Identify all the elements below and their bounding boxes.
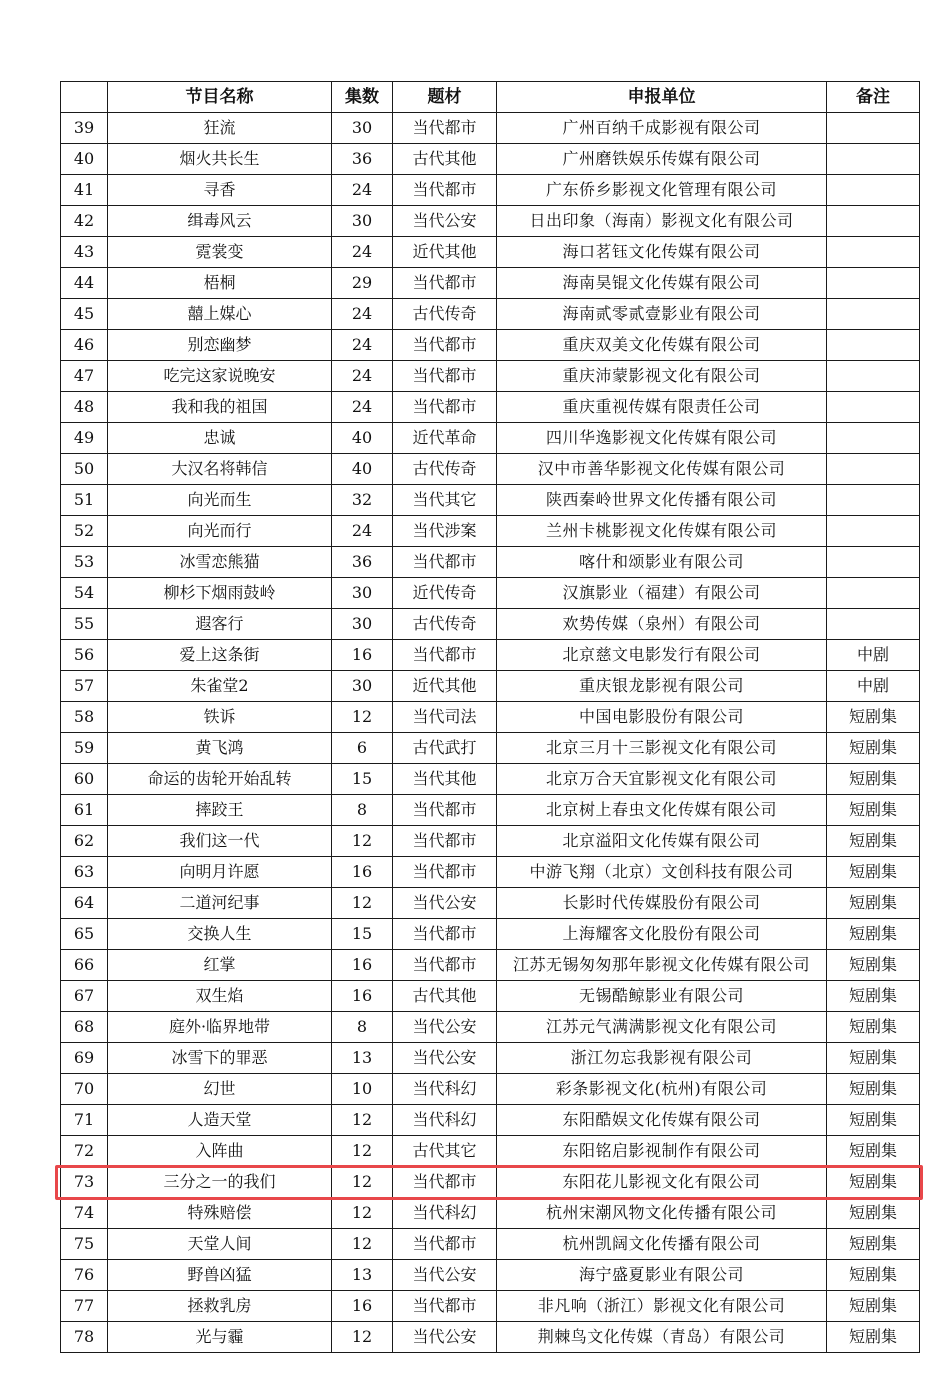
cell-episodes: 15 xyxy=(332,919,393,950)
cell-no: 60 xyxy=(61,764,108,795)
cell-program-name: 红掌 xyxy=(108,950,332,981)
cell-no: 59 xyxy=(61,733,108,764)
cell-program-name: 别恋幽梦 xyxy=(108,330,332,361)
cell-applicant-unit: 兰州卡桃影视文化传媒有限公司 xyxy=(497,516,827,547)
table-row xyxy=(61,361,920,392)
cell-note: 短剧集 xyxy=(827,1043,920,1074)
cell-episodes: 24 xyxy=(332,175,393,206)
cell-applicant-unit: 海南昊锟文化传媒有限公司 xyxy=(497,268,827,299)
table-row xyxy=(61,1322,920,1353)
cell-no: 75 xyxy=(61,1229,108,1260)
cell-applicant-unit: 广东侨乡影视文化管理有限公司 xyxy=(497,175,827,206)
table-row xyxy=(61,1291,920,1322)
cell-episodes: 12 xyxy=(332,1322,393,1353)
table-row xyxy=(61,175,920,206)
cell-program-name: 黄飞鸿 xyxy=(108,733,332,764)
header-note: 备注 xyxy=(827,82,920,113)
cell-program-name: 铁诉 xyxy=(108,702,332,733)
table-row xyxy=(61,981,920,1012)
cell-genre: 古代传奇 xyxy=(393,299,497,330)
table-row xyxy=(61,578,920,609)
cell-genre: 当代都市 xyxy=(393,640,497,671)
cell-episodes: 29 xyxy=(332,268,393,299)
cell-no: 66 xyxy=(61,950,108,981)
cell-program-name: 拯救乳房 xyxy=(108,1291,332,1322)
cell-program-name: 向明月许愿 xyxy=(108,857,332,888)
cell-program-name: 忠诚 xyxy=(108,423,332,454)
cell-program-name: 入阵曲 xyxy=(108,1136,332,1167)
cell-note: 短剧集 xyxy=(827,764,920,795)
table-row xyxy=(61,764,920,795)
cell-applicant-unit: 上海耀客文化股份有限公司 xyxy=(497,919,827,950)
cell-no: 73 xyxy=(61,1167,108,1198)
cell-genre: 当代都市 xyxy=(393,919,497,950)
table-row xyxy=(61,206,920,237)
cell-genre: 当代都市 xyxy=(393,826,497,857)
cell-episodes: 30 xyxy=(332,609,393,640)
cell-genre: 当代公安 xyxy=(393,1260,497,1291)
cell-episodes: 8 xyxy=(332,795,393,826)
cell-applicant-unit: 非凡响（浙江）影视文化有限公司 xyxy=(497,1291,827,1322)
cell-note xyxy=(827,392,920,423)
cell-genre: 当代其它 xyxy=(393,485,497,516)
cell-episodes: 16 xyxy=(332,857,393,888)
cell-program-name: 向光而生 xyxy=(108,485,332,516)
cell-episodes: 16 xyxy=(332,640,393,671)
cell-no: 49 xyxy=(61,423,108,454)
cell-genre: 当代都市 xyxy=(393,330,497,361)
cell-note xyxy=(827,237,920,268)
cell-note: 短剧集 xyxy=(827,950,920,981)
cell-applicant-unit: 江苏元气满满影视文化有限公司 xyxy=(497,1012,827,1043)
cell-program-name: 狂流 xyxy=(108,113,332,144)
table-row xyxy=(61,1012,920,1043)
cell-no: 68 xyxy=(61,1012,108,1043)
table-row xyxy=(61,702,920,733)
cell-episodes: 24 xyxy=(332,516,393,547)
cell-program-name: 朱雀堂2 xyxy=(108,671,332,702)
cell-applicant-unit: 欢势传媒（泉州）有限公司 xyxy=(497,609,827,640)
cell-program-name: 人造天堂 xyxy=(108,1105,332,1136)
cell-genre: 古代其他 xyxy=(393,981,497,1012)
cell-genre: 近代其他 xyxy=(393,671,497,702)
cell-no: 53 xyxy=(61,547,108,578)
cell-note: 短剧集 xyxy=(827,795,920,826)
table-row xyxy=(61,268,920,299)
cell-program-name: 爱上这条街 xyxy=(108,640,332,671)
cell-program-name: 遐客行 xyxy=(108,609,332,640)
cell-episodes: 24 xyxy=(332,299,393,330)
cell-genre: 当代都市 xyxy=(393,547,497,578)
table-row xyxy=(61,671,920,702)
cell-note xyxy=(827,206,920,237)
cell-episodes: 8 xyxy=(332,1012,393,1043)
cell-no: 40 xyxy=(61,144,108,175)
cell-applicant-unit: 荆棘鸟文化传媒（青岛）有限公司 xyxy=(497,1322,827,1353)
cell-note: 短剧集 xyxy=(827,1260,920,1291)
cell-note xyxy=(827,547,920,578)
table-row xyxy=(61,888,920,919)
cell-no: 77 xyxy=(61,1291,108,1322)
cell-note: 中剧 xyxy=(827,671,920,702)
cell-no: 51 xyxy=(61,485,108,516)
cell-episodes: 12 xyxy=(332,888,393,919)
cell-applicant-unit: 北京万合天宜影视文化有限公司 xyxy=(497,764,827,795)
cell-episodes: 30 xyxy=(332,578,393,609)
cell-genre: 当代公安 xyxy=(393,888,497,919)
cell-program-name: 我和我的祖国 xyxy=(108,392,332,423)
cell-no: 71 xyxy=(61,1105,108,1136)
cell-no: 65 xyxy=(61,919,108,950)
cell-genre: 当代都市 xyxy=(393,1167,497,1198)
cell-note xyxy=(827,330,920,361)
header-program-name: 节目名称 xyxy=(108,82,332,113)
cell-episodes: 15 xyxy=(332,764,393,795)
cell-program-name: 吃完这家说晚安 xyxy=(108,361,332,392)
cell-no: 48 xyxy=(61,392,108,423)
table-row xyxy=(61,826,920,857)
cell-no: 69 xyxy=(61,1043,108,1074)
header-row xyxy=(61,82,920,113)
cell-genre: 近代其他 xyxy=(393,237,497,268)
cell-applicant-unit: 彩条影视文化(杭州)有限公司 xyxy=(497,1074,827,1105)
cell-episodes: 12 xyxy=(332,702,393,733)
cell-program-name: 摔跤王 xyxy=(108,795,332,826)
cell-no: 56 xyxy=(61,640,108,671)
table-row xyxy=(61,144,920,175)
cell-no: 47 xyxy=(61,361,108,392)
table-row xyxy=(61,950,920,981)
cell-note xyxy=(827,485,920,516)
cell-no: 42 xyxy=(61,206,108,237)
cell-no: 39 xyxy=(61,113,108,144)
header-episodes: 集数 xyxy=(332,82,393,113)
cell-note xyxy=(827,113,920,144)
cell-no: 55 xyxy=(61,609,108,640)
cell-note xyxy=(827,361,920,392)
cell-episodes: 40 xyxy=(332,423,393,454)
cell-note: 短剧集 xyxy=(827,1322,920,1353)
cell-applicant-unit: 陕西秦岭世界文化传播有限公司 xyxy=(497,485,827,516)
cell-program-name: 三分之一的我们 xyxy=(108,1167,332,1198)
header-genre: 题材 xyxy=(393,82,497,113)
cell-applicant-unit: 重庆银龙影视有限公司 xyxy=(497,671,827,702)
cell-applicant-unit: 浙江勿忘我影视有限公司 xyxy=(497,1043,827,1074)
cell-episodes: 16 xyxy=(332,950,393,981)
cell-episodes: 36 xyxy=(332,547,393,578)
cell-episodes: 24 xyxy=(332,330,393,361)
cell-no: 57 xyxy=(61,671,108,702)
cell-note xyxy=(827,454,920,485)
cell-no: 70 xyxy=(61,1074,108,1105)
cell-genre: 近代革命 xyxy=(393,423,497,454)
cell-applicant-unit: 汉中市善华影视文化传媒有限公司 xyxy=(497,454,827,485)
cell-no: 46 xyxy=(61,330,108,361)
cell-note: 短剧集 xyxy=(827,981,920,1012)
cell-episodes: 30 xyxy=(332,113,393,144)
cell-note: 短剧集 xyxy=(827,1229,920,1260)
cell-no: 64 xyxy=(61,888,108,919)
cell-program-name: 缉毒风云 xyxy=(108,206,332,237)
cell-note: 短剧集 xyxy=(827,857,920,888)
cell-program-name: 向光而行 xyxy=(108,516,332,547)
cell-applicant-unit: 北京三月十三影视文化有限公司 xyxy=(497,733,827,764)
cell-applicant-unit: 中游飞翔（北京）文创科技有限公司 xyxy=(497,857,827,888)
table-row xyxy=(61,237,920,268)
table-row xyxy=(61,299,920,330)
cell-episodes: 13 xyxy=(332,1043,393,1074)
cell-episodes: 13 xyxy=(332,1260,393,1291)
cell-program-name: 我们这一代 xyxy=(108,826,332,857)
cell-applicant-unit: 杭州凯阔文化传播有限公司 xyxy=(497,1229,827,1260)
cell-genre: 当代科幻 xyxy=(393,1074,497,1105)
cell-no: 41 xyxy=(61,175,108,206)
cell-no: 45 xyxy=(61,299,108,330)
table-row xyxy=(61,454,920,485)
cell-applicant-unit: 海南贰零贰壹影业有限公司 xyxy=(497,299,827,330)
cell-no: 58 xyxy=(61,702,108,733)
cell-genre: 当代公安 xyxy=(393,1012,497,1043)
cell-program-name: 幻世 xyxy=(108,1074,332,1105)
cell-note xyxy=(827,268,920,299)
cell-note: 短剧集 xyxy=(827,888,920,919)
cell-note: 短剧集 xyxy=(827,1167,920,1198)
cell-episodes: 30 xyxy=(332,671,393,702)
cell-note: 短剧集 xyxy=(827,1012,920,1043)
cell-no: 61 xyxy=(61,795,108,826)
cell-genre: 古代其它 xyxy=(393,1136,497,1167)
cell-program-name: 二道河纪事 xyxy=(108,888,332,919)
table-row xyxy=(61,1167,920,1198)
table-row xyxy=(61,640,920,671)
cell-no: 67 xyxy=(61,981,108,1012)
cell-applicant-unit: 东阳铭启影视制作有限公司 xyxy=(497,1136,827,1167)
cell-applicant-unit: 重庆重视传媒有限责任公司 xyxy=(497,392,827,423)
table-row xyxy=(61,1198,920,1229)
cell-genre: 近代传奇 xyxy=(393,578,497,609)
table-row xyxy=(61,423,920,454)
cell-genre: 当代都市 xyxy=(393,113,497,144)
cell-no: 43 xyxy=(61,237,108,268)
cell-episodes: 32 xyxy=(332,485,393,516)
cell-applicant-unit: 广州磨铁娱乐传媒有限公司 xyxy=(497,144,827,175)
cell-applicant-unit: 重庆双美文化传媒有限公司 xyxy=(497,330,827,361)
table-row xyxy=(61,330,920,361)
cell-genre: 当代都市 xyxy=(393,1229,497,1260)
cell-applicant-unit: 中国电影股份有限公司 xyxy=(497,702,827,733)
cell-applicant-unit: 海宁盛夏影业有限公司 xyxy=(497,1260,827,1291)
cell-note xyxy=(827,516,920,547)
cell-note xyxy=(827,144,920,175)
cell-applicant-unit: 四川华逸影视文化传媒有限公司 xyxy=(497,423,827,454)
cell-note: 短剧集 xyxy=(827,702,920,733)
cell-genre: 当代都市 xyxy=(393,795,497,826)
cell-note: 中剧 xyxy=(827,640,920,671)
cell-episodes: 10 xyxy=(332,1074,393,1105)
table-row xyxy=(61,919,920,950)
cell-genre: 古代其他 xyxy=(393,144,497,175)
header-applicant-unit: 申报单位 xyxy=(497,82,827,113)
cell-genre: 当代其他 xyxy=(393,764,497,795)
cell-genre: 当代科幻 xyxy=(393,1198,497,1229)
cell-applicant-unit: 日出印象（海南）影视文化有限公司 xyxy=(497,206,827,237)
cell-program-name: 交换人生 xyxy=(108,919,332,950)
cell-episodes: 30 xyxy=(332,206,393,237)
cell-applicant-unit: 海口茗钰文化传媒有限公司 xyxy=(497,237,827,268)
cell-applicant-unit: 东阳花儿影视文化有限公司 xyxy=(497,1167,827,1198)
cell-applicant-unit: 无锡酷鲸影业有限公司 xyxy=(497,981,827,1012)
cell-applicant-unit: 东阳酷娱文化传媒有限公司 xyxy=(497,1105,827,1136)
cell-applicant-unit: 北京树上春虫文化传媒有限公司 xyxy=(497,795,827,826)
cell-no: 63 xyxy=(61,857,108,888)
cell-genre: 当代都市 xyxy=(393,950,497,981)
cell-applicant-unit: 北京慈文电影发行有限公司 xyxy=(497,640,827,671)
table-row xyxy=(61,795,920,826)
cell-program-name: 庭外·临界地带 xyxy=(108,1012,332,1043)
cell-genre: 当代都市 xyxy=(393,392,497,423)
cell-note xyxy=(827,609,920,640)
cell-genre: 当代科幻 xyxy=(393,1105,497,1136)
cell-episodes: 12 xyxy=(332,826,393,857)
cell-program-name: 柳杉下烟雨鼓岭 xyxy=(108,578,332,609)
cell-genre: 当代都市 xyxy=(393,857,497,888)
table-row xyxy=(61,1260,920,1291)
cell-applicant-unit: 广州百纳千成影视有限公司 xyxy=(497,113,827,144)
table-row xyxy=(61,1105,920,1136)
cell-note: 短剧集 xyxy=(827,919,920,950)
cell-applicant-unit: 长影时代传媒股份有限公司 xyxy=(497,888,827,919)
cell-program-name: 冰雪恋熊猫 xyxy=(108,547,332,578)
cell-no: 50 xyxy=(61,454,108,485)
table-row xyxy=(61,485,920,516)
table-row xyxy=(61,1229,920,1260)
cell-genre: 当代都市 xyxy=(393,1291,497,1322)
cell-episodes: 12 xyxy=(332,1229,393,1260)
cell-genre: 当代都市 xyxy=(393,361,497,392)
cell-episodes: 16 xyxy=(332,1291,393,1322)
cell-program-name: 光与霾 xyxy=(108,1322,332,1353)
cell-episodes: 12 xyxy=(332,1167,393,1198)
cell-episodes: 6 xyxy=(332,733,393,764)
cell-applicant-unit: 喀什和颂影业有限公司 xyxy=(497,547,827,578)
cell-genre: 当代公安 xyxy=(393,206,497,237)
cell-program-name: 野兽凶猛 xyxy=(108,1260,332,1291)
cell-episodes: 24 xyxy=(332,361,393,392)
cell-program-name: 寻香 xyxy=(108,175,332,206)
cell-program-name: 大汉名将韩信 xyxy=(108,454,332,485)
table-row xyxy=(61,547,920,578)
cell-applicant-unit: 北京溢阳文化传媒有限公司 xyxy=(497,826,827,857)
table-row xyxy=(61,392,920,423)
cell-note xyxy=(827,578,920,609)
cell-episodes: 36 xyxy=(332,144,393,175)
cell-note xyxy=(827,423,920,454)
cell-episodes: 16 xyxy=(332,981,393,1012)
cell-note: 短剧集 xyxy=(827,733,920,764)
cell-note xyxy=(827,299,920,330)
table-row xyxy=(61,516,920,547)
cell-episodes: 12 xyxy=(332,1198,393,1229)
cell-no: 74 xyxy=(61,1198,108,1229)
cell-genre: 当代司法 xyxy=(393,702,497,733)
table-row xyxy=(61,1136,920,1167)
cell-applicant-unit: 汉旗影业（福建）有限公司 xyxy=(497,578,827,609)
cell-applicant-unit: 江苏无锡匆匆那年影视文化传媒有限公司 xyxy=(497,950,827,981)
table-row xyxy=(61,857,920,888)
cell-no: 78 xyxy=(61,1322,108,1353)
table-row xyxy=(61,733,920,764)
cell-note: 短剧集 xyxy=(827,1198,920,1229)
table-row xyxy=(61,113,920,144)
cell-program-name: 烟火共长生 xyxy=(108,144,332,175)
program-list-table xyxy=(60,81,920,1353)
table-row xyxy=(61,1043,920,1074)
cell-no: 76 xyxy=(61,1260,108,1291)
cell-genre: 古代武打 xyxy=(393,733,497,764)
cell-no: 54 xyxy=(61,578,108,609)
cell-note: 短剧集 xyxy=(827,1074,920,1105)
cell-genre: 当代公安 xyxy=(393,1043,497,1074)
cell-note: 短剧集 xyxy=(827,1136,920,1167)
cell-applicant-unit: 杭州宋潮风物文化传播有限公司 xyxy=(497,1198,827,1229)
cell-note: 短剧集 xyxy=(827,826,920,857)
cell-program-name: 霓裳变 xyxy=(108,237,332,268)
cell-genre: 古代传奇 xyxy=(393,609,497,640)
cell-applicant-unit: 重庆沛蒙影视文化有限公司 xyxy=(497,361,827,392)
cell-program-name: 特殊赔偿 xyxy=(108,1198,332,1229)
cell-genre: 当代都市 xyxy=(393,268,497,299)
cell-no: 44 xyxy=(61,268,108,299)
cell-episodes: 24 xyxy=(332,237,393,268)
header-no xyxy=(61,82,108,113)
cell-episodes: 12 xyxy=(332,1136,393,1167)
cell-episodes: 40 xyxy=(332,454,393,485)
cell-genre: 古代传奇 xyxy=(393,454,497,485)
cell-no: 72 xyxy=(61,1136,108,1167)
table-row xyxy=(61,1074,920,1105)
cell-episodes: 12 xyxy=(332,1105,393,1136)
cell-note: 短剧集 xyxy=(827,1105,920,1136)
cell-program-name: 命运的齿轮开始乱转 xyxy=(108,764,332,795)
cell-program-name: 天堂人间 xyxy=(108,1229,332,1260)
cell-no: 52 xyxy=(61,516,108,547)
table-row xyxy=(61,609,920,640)
cell-program-name: 冰雪下的罪恶 xyxy=(108,1043,332,1074)
cell-program-name: 梧桐 xyxy=(108,268,332,299)
cell-genre: 当代公安 xyxy=(393,1322,497,1353)
cell-genre: 当代都市 xyxy=(393,175,497,206)
cell-genre: 当代涉案 xyxy=(393,516,497,547)
cell-program-name: 双生焰 xyxy=(108,981,332,1012)
cell-note: 短剧集 xyxy=(827,1291,920,1322)
cell-episodes: 24 xyxy=(332,392,393,423)
cell-program-name: 囍上媒心 xyxy=(108,299,332,330)
cell-no: 62 xyxy=(61,826,108,857)
cell-note xyxy=(827,175,920,206)
